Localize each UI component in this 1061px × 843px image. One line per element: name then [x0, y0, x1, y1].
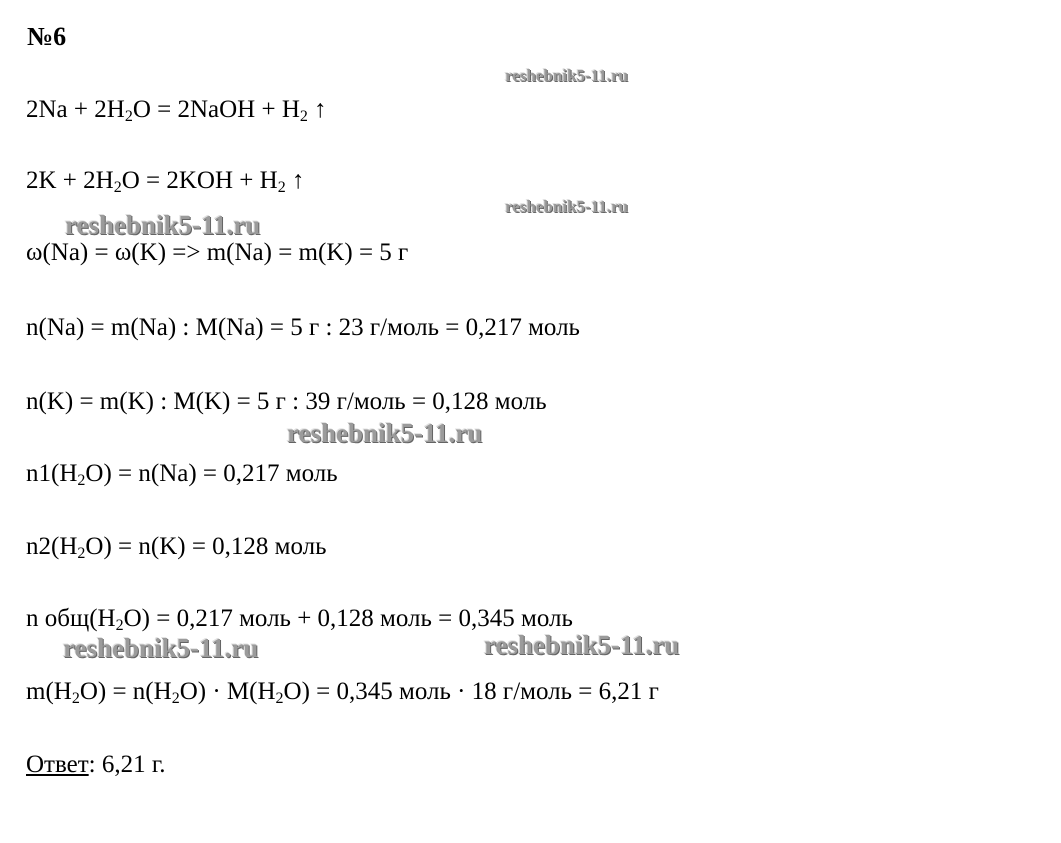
- subscript: 2: [277, 179, 286, 196]
- answer-line: [26, 750, 166, 780]
- equation-text: n2(H: [26, 533, 78, 560]
- subscript: 2: [124, 108, 133, 125]
- equation-text: m(H: [26, 678, 72, 705]
- equation-text: ω(Na) = ω(K) => m(Na) = m(K) = 5 г: [26, 239, 409, 266]
- equation-text: O) = 0,345 моль · 18 г/моль = 6,21 г: [283, 678, 659, 705]
- equation-line: [26, 238, 408, 268]
- equation-line: [26, 677, 659, 707]
- watermark: reshebnik5-11.ru: [65, 210, 261, 240]
- equation-text: 2Na + 2H: [26, 96, 125, 123]
- equation-text: O) · M(H: [179, 678, 276, 705]
- subscript: 2: [275, 690, 284, 707]
- equation-text: n(Na) = m(Na) : M(Na) = 5 г : 23 г/моль = 0,217 моль: [26, 314, 580, 341]
- answer-label: Ответ: [26, 751, 89, 778]
- equation-text: O = 2KOH + H: [121, 167, 278, 194]
- watermark: reshebnik5-11.ru: [287, 418, 483, 448]
- equation-text: n1(H: [26, 460, 78, 487]
- equation-line: [26, 95, 327, 125]
- equation-text: O) = n(H: [79, 678, 172, 705]
- watermark: reshebnik5-11.ru: [505, 66, 628, 85]
- watermark: reshebnik5-11.ru: [505, 197, 628, 216]
- watermark: reshebnik5-11.ru: [63, 633, 259, 663]
- equation-line: [26, 459, 338, 489]
- problem-number: №6: [27, 22, 67, 51]
- subscript: 2: [113, 179, 122, 196]
- subscript: 2: [115, 617, 124, 634]
- answer-value: : 6,21 г.: [88, 751, 166, 778]
- subscript: 2: [77, 545, 86, 562]
- equation-text: ↑: [285, 167, 305, 194]
- equation-text: O) = n(Na) = 0,217 моль: [85, 460, 338, 487]
- equation-line: [26, 313, 580, 343]
- equation-text: n общ(H: [26, 605, 116, 632]
- equation-line: [26, 387, 547, 417]
- subscript: 2: [77, 472, 86, 489]
- watermark: reshebnik5-11.ru: [484, 630, 680, 660]
- equation-text: 2K + 2H: [26, 167, 114, 194]
- equation-text: O) = 0,217 моль + 0,128 моль = 0,345 моль: [123, 605, 573, 632]
- subscript: 2: [171, 690, 180, 707]
- equation-text: ↑: [307, 96, 327, 123]
- subscript: 2: [299, 108, 308, 125]
- equation-text: O) = n(K) = 0,128 моль: [85, 533, 327, 560]
- equation-text: n(K) = m(K) : M(K) = 5 г : 39 г/моль = 0,128 моль: [26, 388, 547, 415]
- equation-line: [26, 166, 304, 196]
- equation-line: [26, 532, 327, 562]
- equation-text: O = 2NaOH + H: [132, 96, 300, 123]
- subscript: 2: [71, 690, 80, 707]
